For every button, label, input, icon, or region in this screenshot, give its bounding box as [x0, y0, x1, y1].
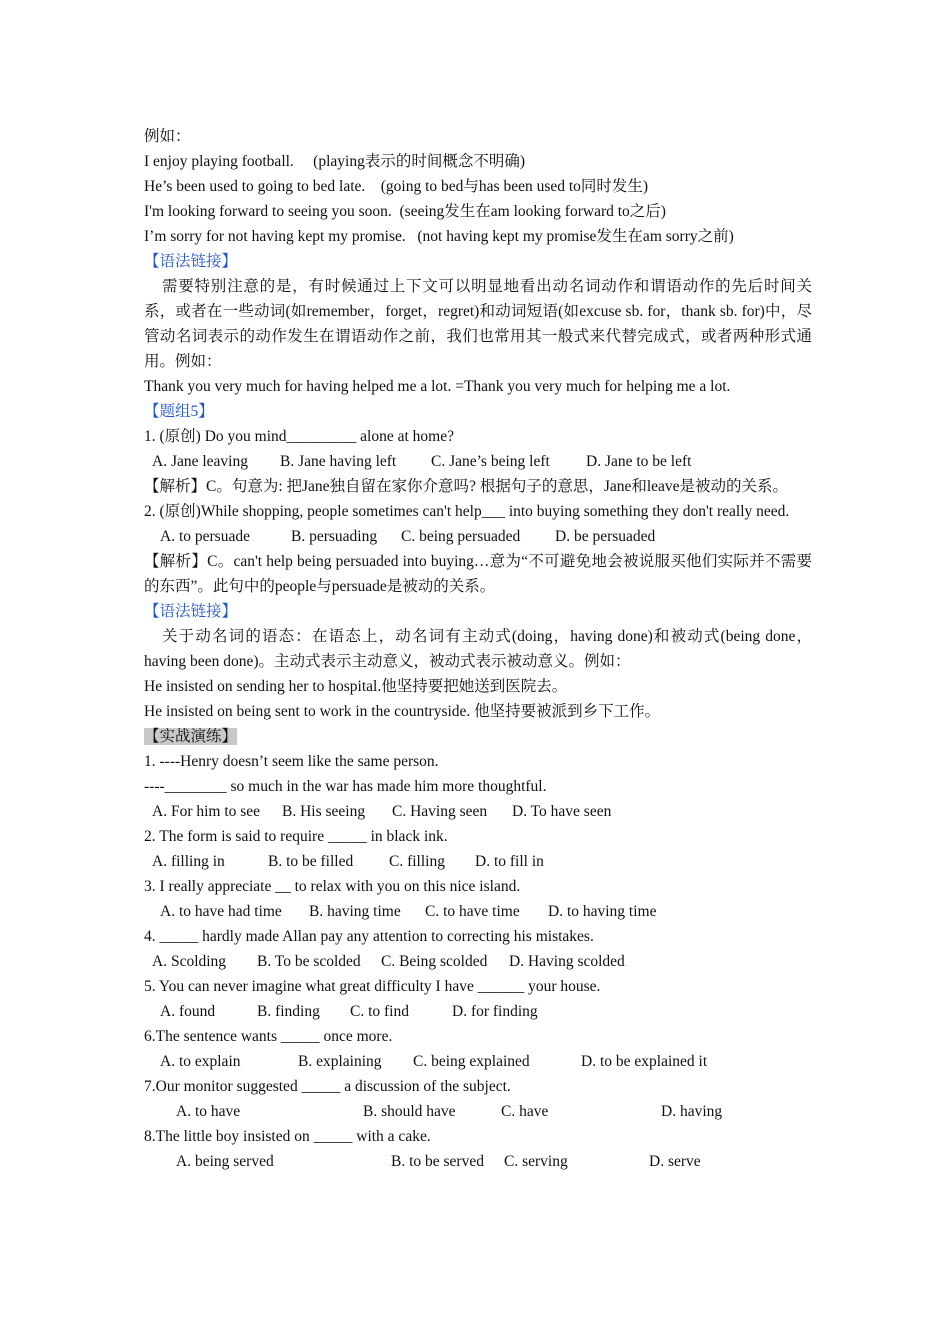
- question-options: [144, 524, 812, 549]
- option: B. finding: [257, 1003, 320, 1020]
- analysis-text: 【解析】C。句意为: 把Jane独自留在家你介意吗? 根据句子的意思，Jane和leave是被动的关系。: [144, 478, 789, 495]
- question-text: ----________ so much in the war has made him more thoughtful.: [144, 778, 547, 795]
- option: A. Scolding: [152, 953, 227, 970]
- option: D. to be explained it: [581, 1053, 708, 1070]
- question-text: 7.Our monitor suggested _____ a discussion of the subject.: [144, 1078, 511, 1095]
- option: A. being served: [176, 1153, 274, 1170]
- intro-text: 例如：: [144, 128, 191, 145]
- question-options: [144, 799, 812, 824]
- option: C. being persuaded: [401, 528, 521, 545]
- example-line: I enjoy playing football. (playing表示的时间概念不明确): [144, 153, 525, 170]
- question-options: [144, 1049, 812, 1074]
- option: D. Having scolded: [509, 953, 625, 970]
- question-text: 1. ----Henry doesn’t seem like the same person.: [144, 753, 439, 770]
- example-line: I’m sorry for not having kept my promise. (not having kept my promise发生在am sorry之前): [144, 228, 734, 245]
- question-options: [144, 449, 812, 474]
- option: B. to be served: [391, 1153, 484, 1170]
- option: C. to find: [350, 1003, 409, 1020]
- option: A. to have: [176, 1103, 241, 1120]
- analysis-text: 【解析】C。can't help being persuaded into buying…意为“不可避免地会被说服买他们实际并不需要的东西”。此句中的people与persuade是被动的关系。: [144, 553, 812, 595]
- option: B. to be filled: [268, 853, 354, 870]
- section-heading-practice: [144, 724, 812, 749]
- question-text: 1. (原创) Do you mind_________ alone at home?: [144, 428, 454, 445]
- option: B. To be scolded: [257, 953, 361, 970]
- question-text: 2. The form is said to require _____ in black ink.: [144, 828, 448, 845]
- grammar-link-paragraph: 需要特别注意的是，有时候通过上下文可以明显地看出动名词动作和谓语动作的先后时间关系，或者在一些动词(如remember，forget，regret)和动词短语(如excuse sb. for，thank sb. for)中，尽管动名词表示的动作发生在谓语动作之前，我们也常用其一般式来代替完成式，或者两种形式通用。例如：: [144, 278, 812, 370]
- question-text: 2. (原创)While shopping, people sometimes can't help___ into buying something they don't really need.: [144, 503, 790, 520]
- example-line: Thank you very much for having helped me a lot. =Thank you very much for helping me a lot.: [144, 378, 731, 395]
- practice-heading-label: 【实战演练】: [144, 728, 238, 745]
- option: B. having time: [309, 903, 401, 920]
- example-line: He’s been used to going to bed late. (going to bed与has been used to同时发生): [144, 178, 649, 195]
- example-line: He insisted on being sent to work in the countryside. 他坚持要被派到乡下工作。: [144, 703, 661, 720]
- question-options: [144, 1099, 812, 1124]
- question-text: 8.The little boy insisted on _____ with a cake.: [144, 1128, 431, 1145]
- option: C. being explained: [413, 1053, 530, 1070]
- option: A. For him to see: [152, 803, 261, 820]
- option: B. His seeing: [282, 803, 366, 820]
- option: A. Jane leaving: [152, 453, 248, 470]
- question-options: [144, 1149, 812, 1174]
- section-heading-grammar-link: 【语法链接】: [144, 603, 238, 620]
- example-line: He insisted on sending her to hospital.他坚持要把她送到医院去。: [144, 678, 568, 695]
- option: A. to have had time: [160, 903, 282, 920]
- option: D. for finding: [452, 1003, 538, 1020]
- question-options: [144, 949, 812, 974]
- option: C. filling: [389, 853, 445, 870]
- question-text: 5. You can never imagine what great difficulty I have ______ your house.: [144, 978, 601, 995]
- option: D. serve: [649, 1153, 701, 1170]
- question-text: 3. I really appreciate __ to relax with you on this nice island.: [144, 878, 521, 895]
- option: D. to having time: [548, 903, 657, 920]
- question-text: 6.The sentence wants _____ once more.: [144, 1028, 393, 1045]
- option: D. to fill in: [475, 853, 544, 870]
- option: A. to explain: [160, 1053, 241, 1070]
- example-line: I'm looking forward to seeing you soon. (seeing发生在am looking forward to之后): [144, 203, 666, 220]
- question-options: [144, 899, 812, 924]
- option: C. Jane’s being left: [431, 453, 550, 470]
- option: B. explaining: [298, 1053, 382, 1070]
- option: D. Jane to be left: [586, 453, 692, 470]
- option: A. to persuade: [160, 528, 250, 545]
- option: C. serving: [504, 1153, 568, 1170]
- option: A. found: [160, 1003, 216, 1020]
- section-heading-group5: 【题组5】: [144, 403, 214, 420]
- option: C. Being scolded: [381, 953, 488, 970]
- option: B. Jane having left: [280, 453, 397, 470]
- option: C. to have time: [425, 903, 520, 920]
- option: B. should have: [363, 1103, 456, 1120]
- option: D. To have seen: [512, 803, 612, 820]
- option: C. have: [501, 1103, 549, 1120]
- section-heading-grammar-link: 【语法链接】: [144, 253, 238, 270]
- option: B. persuading: [291, 528, 378, 545]
- option: A. filling in: [152, 853, 225, 870]
- option: C. Having seen: [392, 803, 488, 820]
- option: D. be persuaded: [555, 528, 656, 545]
- grammar-link-paragraph: 关于动名词的语态：在语态上，动名词有主动式(doing，having done)和被动式(being done，having been done)。主动式表示主动意义，被动式表示被动意义。例如：: [144, 628, 812, 670]
- option: D. having: [661, 1103, 723, 1120]
- question-options: [144, 849, 812, 874]
- question-text: 4. _____ hardly made Allan pay any attention to correcting his mistakes.: [144, 928, 594, 945]
- document-page: [144, 124, 812, 1174]
- question-options: [144, 999, 812, 1024]
